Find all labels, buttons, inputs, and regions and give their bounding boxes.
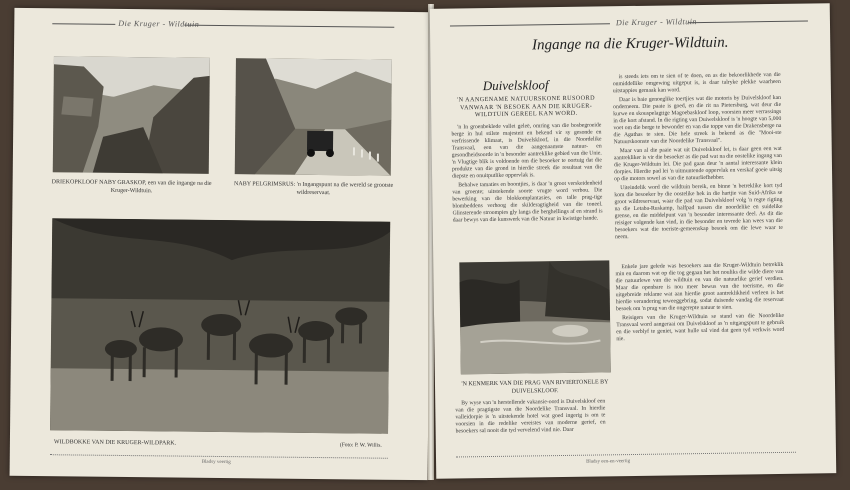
photo-wildbokke: [50, 218, 390, 434]
photo-credit: (Foto: P. W. Willis.: [339, 442, 382, 449]
paragraph: Maar van al die paaie wat uit Duivelskloof lei, is daar geen een wat aantrekliker is vir die besoeker as die pad wat na die oostelike ingang van die Kruger-Wildtuin lei. Die pad gaan deur 'n aantal interessante klein dorpies. Hierdie pad lei 'n uitmuntende oppervlak en verskaf goeie uitsig op die motors sowel as van die natuurliefhebber.: [613, 145, 783, 183]
left-page-number: Bladsy veertig: [201, 459, 231, 466]
paragraph: is steeds iets om te sien of te doen, en as die bekoorlikhede van die onmiddellike omgewing uitgeput is, is daar talryke plekke waarheen uitstappies gemaak kan word.: [612, 71, 781, 95]
paragraph: Behalwe tamaties en boontjies, is daar 'n groot verskeidenheid van groente; uitstekende soorte vrugte word verbou. Die bewerking van die blokkomplantasies, en talle prag-tige blombeddens verhoog die skilderagtigheid van die toneel. Glinsterende stroompies gly langs die berghellings af en strand is daar bewys van die kunswerk van die Natuur in kwistige hande.: [452, 180, 603, 224]
paragraph: 'n In groenbeklede vallei geleë, omring van die bosbegroeide berge in hul stilste majesteit en bekend vir sy gesonde en verfrissende klimaat, is Duivelskloof, in die Noordelike Transvaal, een van die aangenaamste natuur- en gesondheidsoorde in 'n besonder aantreklike gebied van die Unie. 'n Vlugtige blik is voldoende om die besoeker te oortuig dat die produkte van die grond in hierdie streek die resultaat van die diepste en onuitputlike oppervlak is.: [451, 122, 603, 180]
caption-pelgrimsrus: NABY PELGRIMSRUS: 'n Ingangspunt na die wereld se grootste wildreservaat.: [234, 181, 394, 197]
head-rule-left: [450, 23, 610, 26]
article-lead: 'N AANGENAME NATUURSKONE RUSOORD VANWAAR 'N BESOEK AAN DIE KRUGER-WILDTUIN GEREEL KAN WORD.: [457, 94, 595, 119]
paragraph: By wyse van 'n herstellende vakansie-oord is Duivelskloof een van die pragtigste van die Noordelike Transvaal. In hierdie valleidorpie is 'n uitstekende hotel wat goed ingerig is om te voorsien in die redelike vereistes van moderne gerief, en besoekers sal nooit die tyd vervelend vind nie. Daar: [455, 398, 606, 435]
head-rule-left: [52, 23, 115, 25]
photo-riviertoneel: [459, 260, 611, 374]
column-three: [615, 262, 786, 452]
right-page: [430, 3, 837, 479]
paragraph: Reisigers van die Kruger-Wildtuin se stand van die Noordelike Transvaal word aangeraai om Duivelskloof as 'n uitgangspunt te gebruik en die verblyf te geniet, want hulle sal vind dat geen tyd verkwis word nie.: [616, 312, 785, 343]
right-page-number: Bladsy een-en-veertig: [586, 459, 631, 465]
caption-driekopkloof: DRIEKOPKLOOF NABY GRASKOP, een van die ingange na die Kruger-Wildtuin.: [51, 179, 212, 195]
caption-riviertoneel: 'N KENMERK VAN DIE PRAG VAN RIVIERTONELE BY DUIVELSKLOOF.: [461, 379, 609, 395]
article-title: Ingange na die Kruger-Wildtuin.: [531, 34, 729, 54]
head-rule-right: [688, 21, 808, 24]
paragraph: Enkele jare gelede was besoekers aan die Kruger-Wildtuin betreklik min en daarom wat op die tog gegaan het het nouliks die wilde diere van die natuurlewe van die wildtuin en van die natuurlike gerief verdien. Maar die openbare is nou meer bewus van die toerisme, en die uitgebreide reklame wat aan hierdie groot aantreklikheid verleen is het hierdie verandering teweeggebring, sodat duisende vandag die reservaat besoek om 'n prag van die ongerepte natuur te sien.: [615, 261, 784, 313]
caption-wildbokke: WILDBOKKE VAN DIE KRUGER-WILDPARK.: [53, 439, 177, 447]
article-subtitle: Duivelskloof: [482, 77, 549, 94]
left-running-head: Die Kruger - Wildtuin: [118, 18, 200, 29]
right-running-head: Die Kruger - Wildtuin: [615, 17, 697, 28]
paragraph: Uiteindelik word die wildtuin bereik, en binne 'n betreklike kort tyd kom die besoeker by die oostelike hek in die hartjie van Suid-Afrika se groot wildreservaat, waar die pad van Duivelskloof volg 'n regte rigting na die Letaba-Ruskamp, halfpad tussen die noordelike en suidelike grense, en die middelpunt van 'n besonder interessante deel. As dit die reisiger volgende kan vind, in die besonder en tevrede kan wees van die besoekers wat die toeriste-gemeenskap besoek om die lewe waar te neem.: [614, 182, 783, 241]
column-two: [613, 72, 784, 260]
paragraph: Daar is baie genoeglike toertjies wat die motoris by Duivelskloof kan onderneem. Die paaie is goed, en die rit na Pietersburg, wat deur die kurwe en skouspelagtige Magoebaskloof loop, voorsien meer verrassings in die kort afstand. In die rigting van Duiwelskloof is 'n hoogte van 5,000 voet om die berge te bewonder en van die toppe van die Drakensberge na die Agathas te sien. Die hele streek is bekend as die "Mooi-ste Natuurskoonste van die Noordelike Transvaal".: [613, 94, 782, 146]
head-rule-right: [184, 25, 394, 28]
column-one-continued: [455, 398, 606, 454]
column-one: [451, 122, 603, 244]
left-page: [10, 8, 433, 480]
photo-pelgrimsrus: [235, 58, 392, 176]
photo-driekopkloof: [53, 56, 210, 174]
footer-rule: [50, 454, 388, 459]
